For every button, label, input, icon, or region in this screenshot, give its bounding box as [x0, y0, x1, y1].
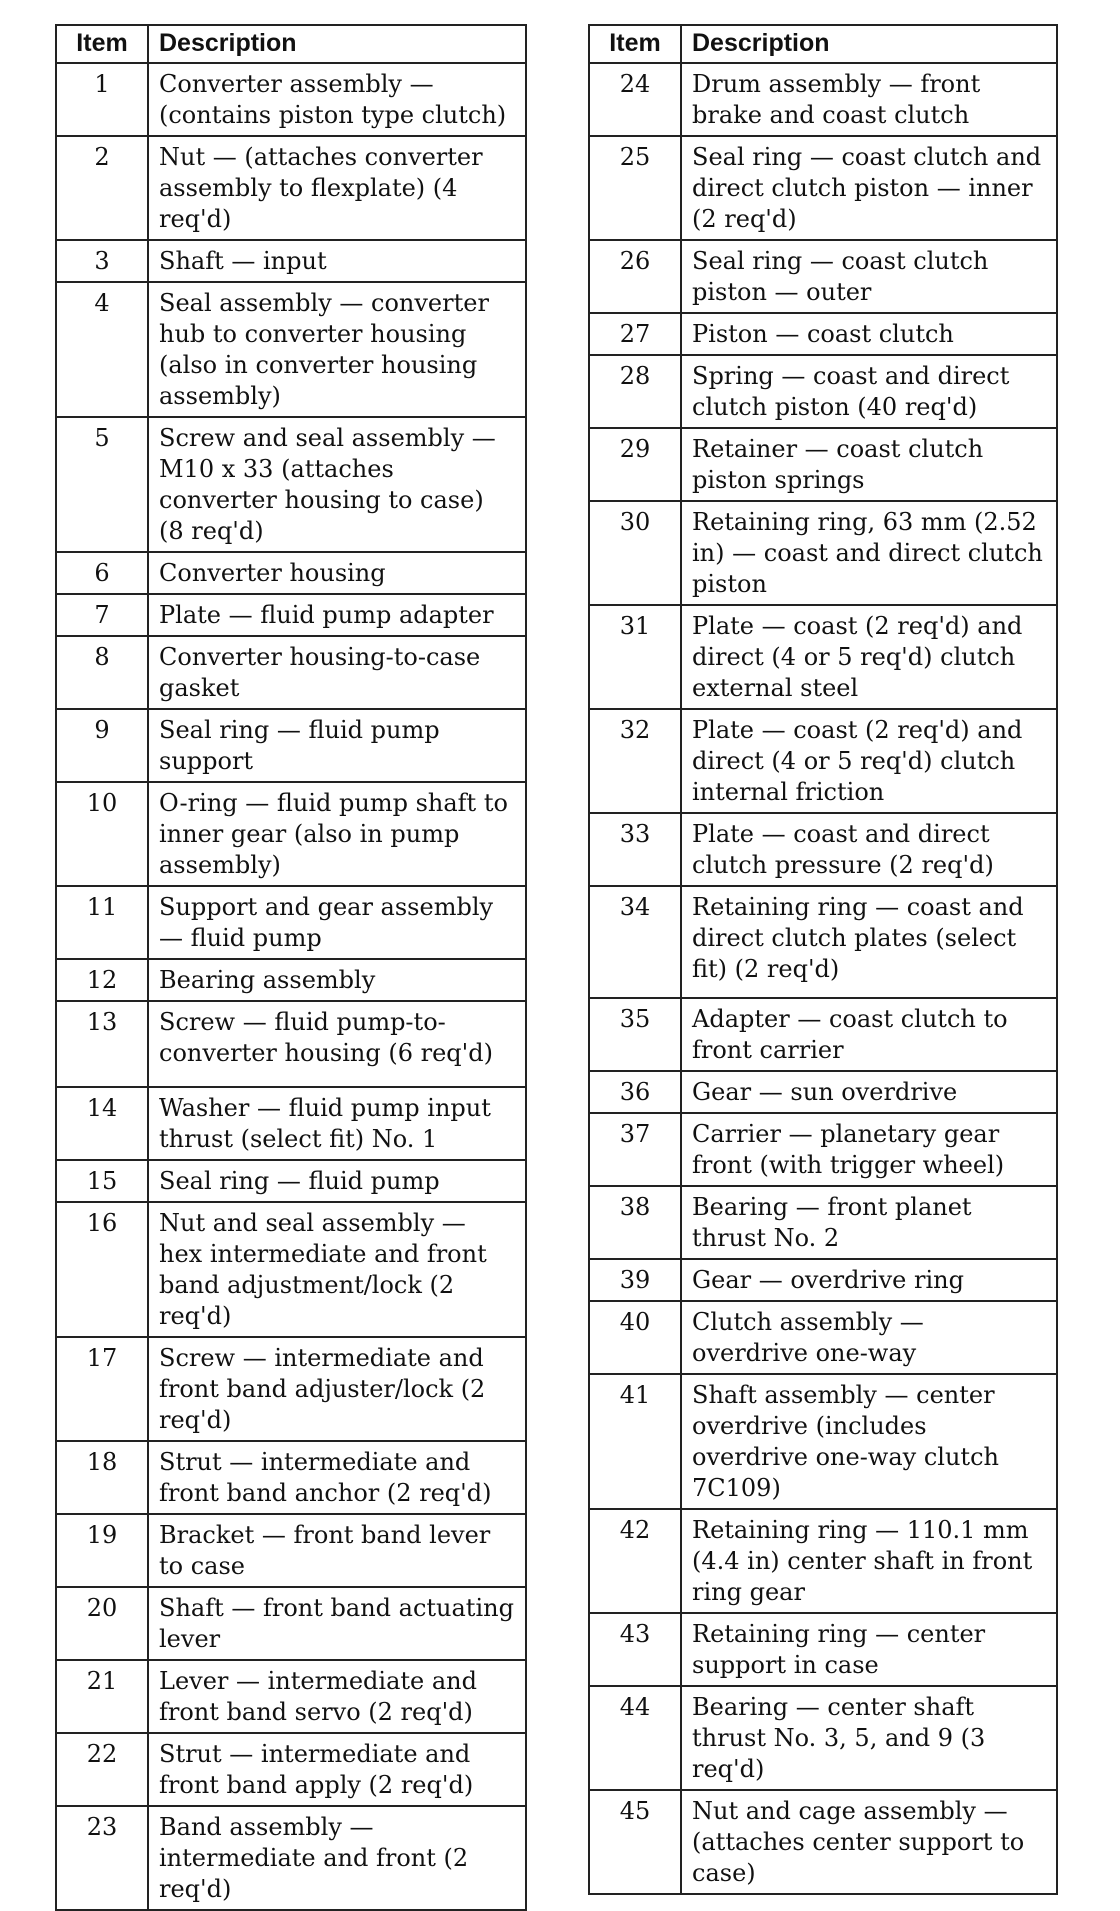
item-number: 8: [56, 636, 148, 709]
item-number: 2: [56, 136, 148, 240]
table-row: [589, 1374, 1057, 1509]
table-row: [56, 1514, 526, 1587]
table-row: [56, 1806, 526, 1910]
item-number: 5: [56, 417, 148, 552]
item-description: Retaining ring — center support in case: [681, 1613, 1057, 1686]
table-row: [589, 1686, 1057, 1790]
table-row: [56, 240, 526, 282]
item-description: Plate — coast (2 req'd) and direct (4 or 5 req'd) clutch internal friction: [681, 709, 1057, 813]
item-description: Retainer — coast clutch piston springs: [681, 428, 1057, 501]
item-column-header: Item: [589, 25, 681, 63]
table-row: [589, 313, 1057, 355]
table-row: [56, 1087, 526, 1160]
table-row: [589, 709, 1057, 813]
item-number: 30: [589, 501, 681, 605]
table-row: [589, 63, 1057, 136]
item-description: Support and gear assembly — fluid pump: [148, 886, 526, 959]
table-row: [589, 355, 1057, 428]
table-row: [589, 1071, 1057, 1113]
item-number: 27: [589, 313, 681, 355]
table-row: [56, 709, 526, 782]
table-row: [589, 428, 1057, 501]
table-row: [589, 813, 1057, 886]
item-number: 38: [589, 1186, 681, 1259]
item-number: 28: [589, 355, 681, 428]
item-description: Seal ring — coast clutch piston — outer: [681, 240, 1057, 313]
item-number: 1: [56, 63, 148, 136]
item-description: Shaft assembly — center overdrive (includes overdrive one-way clutch 7C109): [681, 1374, 1057, 1509]
item-description: Retaining ring — coast and direct clutch plates (select fit) (2 req'd): [681, 886, 1057, 998]
item-number: 23: [56, 1806, 148, 1910]
item-description: Converter housing-to-case gasket: [148, 636, 526, 709]
item-description: Nut and cage assembly — (attaches center support to case): [681, 1790, 1057, 1894]
table-row: [56, 417, 526, 552]
table-row: [589, 501, 1057, 605]
table-row: [589, 136, 1057, 240]
item-description: Converter housing: [148, 552, 526, 594]
item-number: 35: [589, 998, 681, 1071]
item-number: 26: [589, 240, 681, 313]
item-number: 32: [589, 709, 681, 813]
table-row: [56, 1337, 526, 1441]
item-description: Screw — intermediate and front band adjuster/lock (2 req'd): [148, 1337, 526, 1441]
item-number: 39: [589, 1259, 681, 1301]
item-description: Bearing — front planet thrust No. 2: [681, 1186, 1057, 1259]
item-description: Gear — overdrive ring: [681, 1259, 1057, 1301]
item-description: Bearing — center shaft thrust No. 3, 5, and 9 (3 req'd): [681, 1686, 1057, 1790]
item-description: Lever — intermediate and front band servo (2 req'd): [148, 1660, 526, 1733]
item-description: Clutch assembly — overdrive one-way: [681, 1301, 1057, 1374]
table-row: [589, 1613, 1057, 1686]
table-row: [589, 240, 1057, 313]
item-description: Strut — intermediate and front band anchor (2 req'd): [148, 1441, 526, 1514]
item-number: 40: [589, 1301, 681, 1374]
table-row: [589, 1301, 1057, 1374]
item-description: Drum assembly — front brake and coast clutch: [681, 63, 1057, 136]
table-row: [589, 1113, 1057, 1186]
description-column-header: Description: [681, 25, 1057, 63]
item-description: Seal assembly — converter hub to converter housing (also in converter housing assembly): [148, 282, 526, 417]
table-row: [56, 1441, 526, 1514]
item-number: 16: [56, 1202, 148, 1337]
table-row: [56, 552, 526, 594]
item-number: 25: [589, 136, 681, 240]
item-number: 10: [56, 782, 148, 886]
item-number: 11: [56, 886, 148, 959]
item-number: 42: [589, 1509, 681, 1613]
item-number: 13: [56, 1001, 148, 1087]
item-number: 15: [56, 1160, 148, 1202]
table-row: [56, 594, 526, 636]
table-row: [56, 136, 526, 240]
item-description: Shaft — input: [148, 240, 526, 282]
table-row: [56, 886, 526, 959]
parts-table-right-body: [589, 63, 1057, 1894]
item-number: 3: [56, 240, 148, 282]
table-row: [56, 1587, 526, 1660]
parts-table-left: [55, 24, 527, 1911]
table-row: [56, 282, 526, 417]
item-description: Seal ring — fluid pump support: [148, 709, 526, 782]
item-number: 21: [56, 1660, 148, 1733]
item-number: 44: [589, 1686, 681, 1790]
item-number: 31: [589, 605, 681, 709]
item-description: Seal ring — fluid pump: [148, 1160, 526, 1202]
item-description: Plate — fluid pump adapter: [148, 594, 526, 636]
item-number: 24: [589, 63, 681, 136]
item-number: 19: [56, 1514, 148, 1587]
item-description: Gear — sun overdrive: [681, 1071, 1057, 1113]
item-description: Retaining ring, 63 mm (2.52 in) — coast and direct clutch piston: [681, 501, 1057, 605]
item-description: Plate — coast and direct clutch pressure (2 req'd): [681, 813, 1057, 886]
table-row: [589, 1790, 1057, 1894]
table-row: [589, 998, 1057, 1071]
item-number: 34: [589, 886, 681, 998]
item-description: Strut — intermediate and front band apply (2 req'd): [148, 1733, 526, 1806]
item-number: 43: [589, 1613, 681, 1686]
item-number: 6: [56, 552, 148, 594]
item-number: 4: [56, 282, 148, 417]
item-number: 22: [56, 1733, 148, 1806]
item-description: Retaining ring — 110.1 mm (4.4 in) center shaft in front ring gear: [681, 1509, 1057, 1613]
item-number: 33: [589, 813, 681, 886]
table-header-row: [589, 25, 1057, 63]
item-number: 36: [589, 1071, 681, 1113]
item-description: Screw and seal assembly — M10 x 33 (attaches converter housing to case) (8 req'd): [148, 417, 526, 552]
item-description: Bracket — front band lever to case: [148, 1514, 526, 1587]
item-description: O-ring — fluid pump shaft to inner gear (also in pump assembly): [148, 782, 526, 886]
item-number: 41: [589, 1374, 681, 1509]
table-row: [56, 959, 526, 1001]
table-row: [56, 1660, 526, 1733]
item-number: 14: [56, 1087, 148, 1160]
table-row: [56, 1202, 526, 1337]
table-row: [56, 636, 526, 709]
item-number: 12: [56, 959, 148, 1001]
item-number: 9: [56, 709, 148, 782]
item-description: Nut — (attaches converter assembly to flexplate) (4 req'd): [148, 136, 526, 240]
table-row: [589, 886, 1057, 998]
item-description: Shaft — front band actuating lever: [148, 1587, 526, 1660]
table-row: [56, 1160, 526, 1202]
table-row: [589, 1186, 1057, 1259]
item-description: Converter assembly — (contains piston type clutch): [148, 63, 526, 136]
item-number: 37: [589, 1113, 681, 1186]
item-description: Piston — coast clutch: [681, 313, 1057, 355]
description-column-header: Description: [148, 25, 526, 63]
item-number: 29: [589, 428, 681, 501]
item-description: Band assembly — intermediate and front (2 req'd): [148, 1806, 526, 1910]
item-description: Screw — fluid pump-to-converter housing (6 req'd): [148, 1001, 526, 1087]
table-row: [56, 1001, 526, 1087]
table-row: [589, 1509, 1057, 1613]
item-column-header: Item: [56, 25, 148, 63]
item-number: 7: [56, 594, 148, 636]
table-row: [56, 1733, 526, 1806]
item-description: Plate — coast (2 req'd) and direct (4 or 5 req'd) clutch external steel: [681, 605, 1057, 709]
item-number: 45: [589, 1790, 681, 1894]
table-header-row: [56, 25, 526, 63]
item-number: 18: [56, 1441, 148, 1514]
item-number: 20: [56, 1587, 148, 1660]
item-description: Adapter — coast clutch to front carrier: [681, 998, 1057, 1071]
item-description: Spring — coast and direct clutch piston (40 req'd): [681, 355, 1057, 428]
parts-table-right: [588, 24, 1058, 1895]
item-description: Bearing assembly: [148, 959, 526, 1001]
item-description: Seal ring — coast clutch and direct clutch piston — inner (2 req'd): [681, 136, 1057, 240]
table-row: [589, 1259, 1057, 1301]
item-description: Carrier — planetary gear front (with trigger wheel): [681, 1113, 1057, 1186]
item-number: 17: [56, 1337, 148, 1441]
table-row: [589, 605, 1057, 709]
table-row: [56, 782, 526, 886]
item-description: Nut and seal assembly — hex intermediate and front band adjustment/lock (2 req'd): [148, 1202, 526, 1337]
table-row: [56, 63, 526, 136]
parts-table-left-body: [56, 63, 526, 1910]
item-description: Washer — fluid pump input thrust (select fit) No. 1: [148, 1087, 526, 1160]
